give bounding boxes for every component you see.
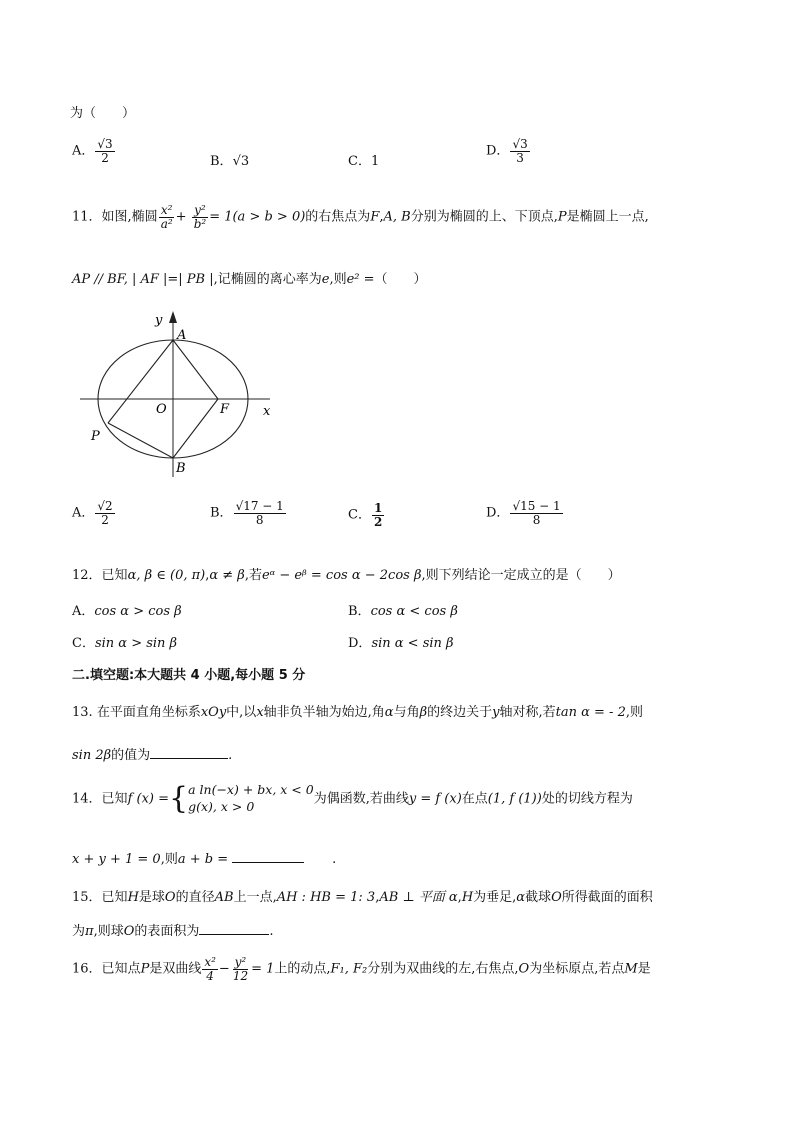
- q13-answer-blank[interactable]: [150, 757, 228, 759]
- q10-option-b[interactable]: B．√3: [210, 154, 250, 169]
- q11-line1: 11．如图,椭圆 $\frac{\text{x²}}{\text{a²}}$ + $\frac{\text{y²}}{\text{b²}}$ = 1(a > b > 0)的右焦点为F,A, B分别为椭圆的上、下顶点,P是椭圆上一点,: [72, 203, 649, 231]
- q12-option-a[interactable]: A．cos α > cos β: [72, 604, 182, 619]
- q11-option-d[interactable]: D． $\frac{√15 - 1}{8}$: [486, 499, 561, 527]
- q11-option-c[interactable]: C． $\frac{1}{2}$: [348, 501, 383, 529]
- label-f: F: [220, 402, 230, 417]
- q14-line2: x + y + 1 = 0,则a + b = .: [72, 852, 337, 867]
- q12-stem: 12．已知α, β ∈ (0, π),α ≠ β,若eᵅ − eᵝ = cos α − 2cos β,则下列结论一定成立的是（ ）: [72, 568, 621, 583]
- q11-option-a[interactable]: A． $\frac{√2}{2}$: [72, 499, 113, 527]
- label-o: O: [156, 402, 167, 417]
- q12-option-b[interactable]: B．cos α < cos β: [348, 604, 458, 619]
- q14-line1: 14．已知f (x) ={a ln(−x) + bx, x < 0 g(x), x > 0 为偶函数,若曲线y = f (x)在点(1, f (1))处的切线方程为: [72, 780, 633, 816]
- label-a: A: [177, 328, 187, 343]
- label-y: y: [155, 313, 163, 328]
- q11-line2: AP // BF, | AF |=| PB |,记椭圆的离心率为e,则e² =（ ）: [72, 272, 427, 287]
- q14-answer-blank[interactable]: [232, 861, 304, 863]
- label-p: P: [91, 429, 100, 444]
- q12-option-c[interactable]: C．sin α > sin β: [72, 636, 178, 651]
- q12-option-d[interactable]: D．sin α < sin β: [348, 636, 454, 651]
- q11-option-b[interactable]: B． $\frac{√17 - 1}{8}$: [210, 499, 284, 527]
- label-b: B: [176, 461, 186, 476]
- q16-line1: 16．已知点P是双曲线 $\frac{\text{x²}}{4}$ − $\frac{\text{y²}}{12}$ = 1上的动点,F₁, F₂分别为双曲线的左,右焦点,O为坐标原点,若点M是: [72, 955, 651, 983]
- q10-option-d[interactable]: D． $\frac{√3}{3}$: [486, 137, 528, 165]
- q15-line2: 为π,则球O的表面积为 .: [72, 924, 274, 939]
- q10-option-c[interactable]: C．1: [348, 154, 380, 169]
- q13-line1: 13. 在平面直角坐标系xOy中,以x轴非负半轴为始边,角α与角β的终边关于y轴对称,若tan α = - 2,则: [72, 705, 643, 720]
- segment-fb: [173, 399, 218, 458]
- label-x: x: [263, 404, 271, 419]
- y-axis-arrow: [169, 311, 177, 323]
- q15-answer-blank[interactable]: [199, 933, 269, 935]
- q10-option-a[interactable]: A． $\frac{√3}{2}$: [72, 137, 113, 165]
- ellipse-figure: [70, 305, 290, 485]
- section-heading: 二.填空题:本大题共 4 小题,每小题 5 分: [72, 668, 306, 683]
- q13-line2: sin 2β的值为 .: [72, 748, 233, 763]
- q15-line1: 15．已知H是球O的直径AB上一点,AH : HB = 1: 3,AB ⊥ 平面 α,H为垂足,α截球O所得截面的面积: [72, 890, 653, 905]
- q10-tail: 为（ ）: [70, 106, 136, 121]
- segment-af: [173, 340, 218, 399]
